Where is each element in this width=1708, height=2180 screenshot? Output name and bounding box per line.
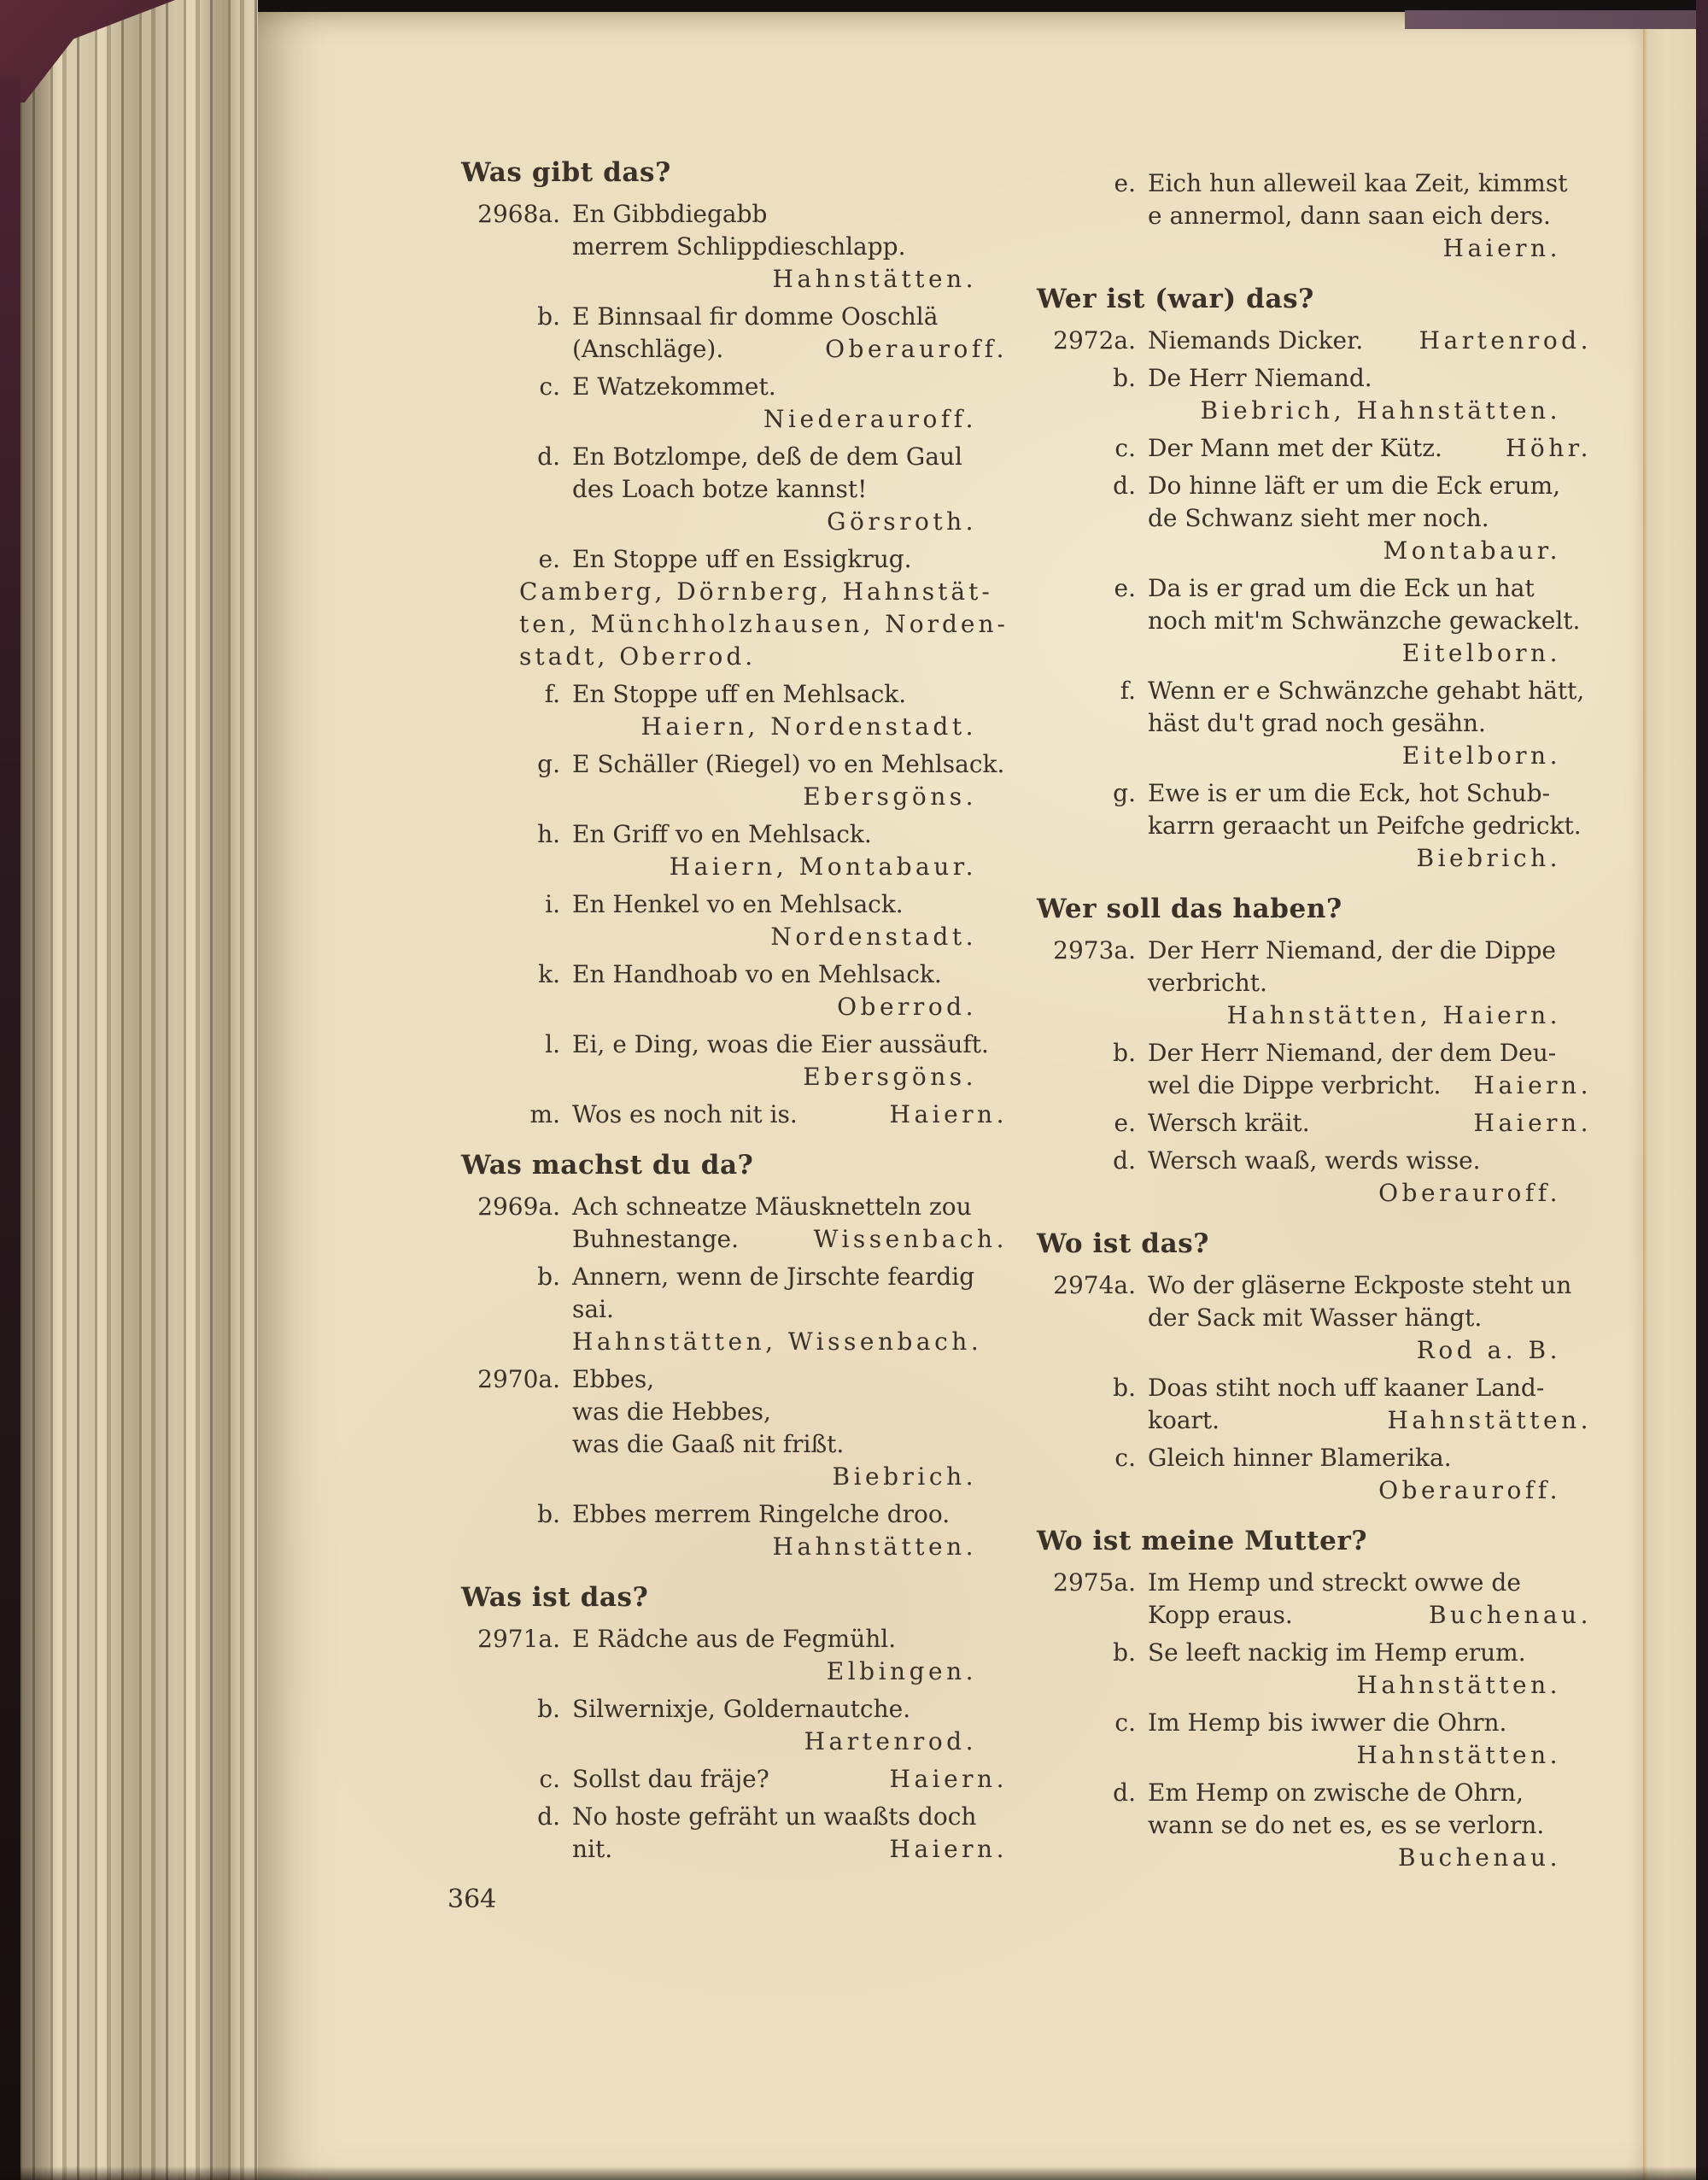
entry-text: Sollst dau fräje? xyxy=(572,1765,769,1793)
entry-label: e. xyxy=(1114,1109,1136,1137)
place-line xyxy=(572,851,1008,883)
entry-body xyxy=(1148,1145,1592,1210)
entry xyxy=(459,1261,1008,1358)
place-name: Hahnstätten, Wissenbach. xyxy=(572,1327,983,1356)
place-name: Hahnstätten. xyxy=(772,1532,977,1561)
entry xyxy=(1035,470,1592,567)
entry-text: koart. xyxy=(1148,1406,1220,1434)
entry-body xyxy=(572,748,1008,813)
entry-body xyxy=(1148,1372,1592,1437)
entry-body xyxy=(1148,167,1592,265)
section-header: Wo ist das? xyxy=(1037,1228,1210,1259)
text-line: wann se do net es, es se verlorn. xyxy=(1148,1811,1545,1839)
entry-text: nit. xyxy=(572,1835,613,1863)
entry-label: b. xyxy=(1113,1374,1136,1402)
place-name: Oberauroff. xyxy=(825,335,1008,363)
entry-label: b. xyxy=(1113,1638,1136,1667)
entry xyxy=(1035,1037,1592,1102)
text-line xyxy=(572,333,1008,366)
place-line xyxy=(572,1326,1008,1358)
book-page xyxy=(258,12,1643,2180)
place-line xyxy=(1148,842,1592,875)
place-name: Hahnstätten. xyxy=(772,265,977,293)
entry xyxy=(459,748,1008,813)
text-line: Da is er grad um die Eck un hat xyxy=(1148,574,1535,602)
text-line: Ei, e Ding, woas die Eier aussäuft. xyxy=(572,1030,989,1058)
place-line xyxy=(1148,395,1592,427)
entry xyxy=(1035,325,1592,357)
entry-body xyxy=(572,888,1008,953)
entry xyxy=(459,958,1008,1023)
entry-body xyxy=(572,1693,1008,1758)
text-line: noch mit'm Schwänzche gewackelt. xyxy=(1148,607,1581,635)
entry-label: 2969a. xyxy=(477,1193,560,1221)
place-line xyxy=(572,1061,1008,1093)
book-cover-left-edge xyxy=(0,77,20,2180)
entry-label: l. xyxy=(545,1030,560,1058)
place-name: Elbingen. xyxy=(826,1657,977,1685)
entry-body xyxy=(1148,777,1592,875)
book-bottom-shadow xyxy=(0,2166,1708,2180)
entry-body xyxy=(1148,432,1592,465)
text-line: Wo der gläserne Eckposte steht un xyxy=(1148,1271,1572,1299)
book-cover-right-edge xyxy=(1696,0,1708,2180)
entry-label: b. xyxy=(537,1263,560,1291)
entry-body xyxy=(1148,1107,1592,1140)
entry xyxy=(459,888,1008,953)
text-line xyxy=(1148,1107,1592,1140)
entry xyxy=(459,1623,1008,1688)
place-name: Niederauroff. xyxy=(763,405,977,433)
text-line: E Binnsaal fir domme Ooschlä xyxy=(572,302,939,331)
entry-label: b. xyxy=(537,302,560,331)
entry-label: d. xyxy=(537,1802,560,1831)
place-name: Hahnstätten. xyxy=(1356,1671,1561,1699)
text-line: En Griff vo en Mehlsack. xyxy=(572,820,872,848)
text-line: Doas stiht noch uff kaaner Land- xyxy=(1148,1374,1545,1402)
place-line xyxy=(1148,1177,1592,1210)
entry xyxy=(459,1801,1008,1866)
text-line: E Schäller (Riegel) vo en Mehlsack. xyxy=(572,750,1005,778)
entry-body xyxy=(572,958,1008,1023)
entry-body xyxy=(572,678,1008,743)
text-line: Wenn er e Schwänzche gehabt hätt, xyxy=(1148,677,1585,705)
text-line: Ach schneatze Mäusknetteln zou xyxy=(572,1193,972,1221)
section-header: Was gibt das? xyxy=(461,157,671,188)
entry xyxy=(459,543,1008,673)
entry-body xyxy=(1148,1777,1592,1874)
place-line xyxy=(1148,535,1592,567)
entry-label: 2968a. xyxy=(477,200,560,228)
entry xyxy=(459,678,1008,743)
place-name: Haiern, Montabaur. xyxy=(669,853,977,881)
entry-body xyxy=(572,441,1008,538)
entry xyxy=(1035,362,1592,427)
place-line xyxy=(572,1461,1008,1493)
entry-label: c. xyxy=(1114,1708,1136,1737)
entry-body xyxy=(1148,1442,1592,1507)
text-line: Ebbes, xyxy=(572,1365,655,1393)
entry-body xyxy=(572,301,1008,366)
entry-label: m. xyxy=(529,1100,560,1128)
text-line: e annermol, dann saan eich ders. xyxy=(1148,202,1551,230)
entry xyxy=(1035,167,1592,265)
entry-text: Buhnestange. xyxy=(572,1225,739,1253)
entry-body xyxy=(1148,1037,1592,1102)
section-header: Was machst du da? xyxy=(461,1150,754,1181)
entry-body xyxy=(572,1261,1008,1358)
entry-body xyxy=(1148,325,1592,357)
entry-text: wel die Dippe verbricht. xyxy=(1148,1071,1442,1099)
column-right xyxy=(1035,167,1592,1879)
entry-body xyxy=(572,371,1008,436)
text-line xyxy=(572,1099,1008,1131)
entry-body xyxy=(572,1498,1008,1563)
text-line xyxy=(1148,432,1592,465)
place-line xyxy=(1148,232,1592,265)
text-line: En Handhoab vo en Mehlsack. xyxy=(572,960,942,988)
entry-label: 2974a. xyxy=(1053,1271,1136,1299)
entry-label: c. xyxy=(539,372,560,401)
entry xyxy=(459,1693,1008,1758)
place-name: Hartenrod. xyxy=(804,1727,977,1755)
place-name: Ebersgöns. xyxy=(803,1063,977,1091)
entry-text: (Anschläge). xyxy=(572,335,724,363)
entry-body xyxy=(572,198,1008,296)
text-line: was die Gaaß nit frißt. xyxy=(572,1430,845,1458)
place-name: ten, Münchholzhausen, Norden- xyxy=(519,610,1009,638)
entry-body xyxy=(1148,470,1592,567)
entry-body xyxy=(572,1191,1008,1256)
place-name: Nordenstadt. xyxy=(770,923,977,951)
entry xyxy=(1035,432,1592,465)
text-line: Im Hemp und streckt owwe de xyxy=(1148,1568,1521,1597)
entry-body xyxy=(572,1763,1008,1796)
text-line: karrn geraacht un Peifche gedrickt. xyxy=(1148,812,1582,840)
entry-body xyxy=(1148,1269,1592,1367)
text-line: Se leeft nackig im Hemp erum. xyxy=(1148,1638,1526,1667)
place-name: Rod a. B. xyxy=(1416,1336,1561,1364)
place-name: Eitelborn. xyxy=(1401,741,1561,770)
entry-label: f. xyxy=(1120,677,1136,705)
entry-body xyxy=(572,1099,1008,1131)
entry-label: e. xyxy=(1114,574,1136,602)
place-name: Oberrod. xyxy=(837,993,977,1021)
text-line: E Rädche aus de Fegmühl. xyxy=(572,1625,897,1653)
place-line xyxy=(572,1656,1008,1688)
text-line: Ewe is er um die Eck, hot Schub- xyxy=(1148,779,1551,807)
entry-body xyxy=(572,1363,1008,1493)
place-name: Buchenau. xyxy=(1397,1843,1561,1872)
entry-label: f. xyxy=(544,680,560,708)
place-line xyxy=(1148,1669,1592,1702)
place-line xyxy=(1148,999,1592,1032)
place-name: Oberauroff. xyxy=(1378,1179,1561,1207)
section-header: Was ist das? xyxy=(461,1582,649,1613)
entry-label: e. xyxy=(1114,169,1136,197)
entry xyxy=(459,1099,1008,1131)
place-name: Haiern. xyxy=(1442,234,1561,262)
text-line: En Stoppe uff en Essigkrug. xyxy=(572,545,912,573)
page-number: 364 xyxy=(447,1884,497,1914)
text-line: Ebbes merrem Ringelche droo. xyxy=(572,1500,951,1528)
column-left xyxy=(459,155,1008,1871)
place-line xyxy=(1148,1474,1592,1507)
entry-body xyxy=(1148,572,1592,670)
text-line: Em Hemp on zwische de Ohrn, xyxy=(1148,1779,1524,1807)
text-line: merrem Schlippdieschlapp. xyxy=(572,232,906,261)
entry-label: 2971a. xyxy=(477,1625,560,1653)
entry-label: 2973a. xyxy=(1053,936,1136,964)
text-line: sai. xyxy=(572,1295,614,1323)
entry-label: d. xyxy=(1113,1779,1136,1807)
text-line: Annern, wenn de Jirschte feardig xyxy=(572,1263,975,1291)
text-line xyxy=(1148,325,1592,357)
entry-label: g. xyxy=(1113,779,1136,807)
entry-text: Wersch kräit. xyxy=(1148,1109,1310,1137)
entry xyxy=(1035,1707,1592,1772)
section-header: Wer ist (war) das? xyxy=(1037,284,1314,314)
entry-text: Der Mann met der Kütz. xyxy=(1148,434,1442,462)
entry-label: g. xyxy=(537,750,560,778)
text-line: No hoste gefräht un waaßts doch xyxy=(572,1802,977,1831)
place-line xyxy=(572,991,1008,1023)
entry-label: d. xyxy=(1113,472,1136,500)
entry-body xyxy=(1148,1637,1592,1702)
text-line: Do hinne läft er um die Eck erum, xyxy=(1148,472,1561,500)
place-name: Haiern. xyxy=(1473,1109,1592,1137)
entry xyxy=(459,1363,1008,1493)
place-name: Camberg, Dörnberg, Hahnstät- xyxy=(519,577,993,606)
place-name: Höhr. xyxy=(1505,434,1592,462)
entry xyxy=(1035,777,1592,875)
place-name: Hahnstätten. xyxy=(1356,1741,1561,1769)
entry xyxy=(1035,1637,1592,1702)
place-name: Montabaur. xyxy=(1383,536,1561,565)
place-name: Ebersgöns. xyxy=(803,782,977,811)
entry xyxy=(1035,1269,1592,1367)
place-name: Hartenrod. xyxy=(1418,326,1592,355)
text-line: der Sack mit Wasser hängt. xyxy=(1148,1304,1483,1332)
entry-label: b. xyxy=(537,1500,560,1528)
text-line: Wersch waaß, werds wisse. xyxy=(1148,1146,1481,1175)
place-name: Görsroth. xyxy=(827,507,977,536)
section-header: Wer soll das haben? xyxy=(1037,894,1342,924)
entry xyxy=(1035,572,1592,670)
entry xyxy=(1035,1442,1592,1507)
place-name: Eitelborn. xyxy=(1401,639,1561,667)
entry-label: c. xyxy=(539,1765,560,1793)
text-line xyxy=(572,1223,1008,1256)
entry-body xyxy=(1148,1567,1592,1632)
text-line: En Stoppe uff en Mehlsack. xyxy=(572,680,907,708)
text-line xyxy=(1148,1404,1592,1437)
entry-text: Niemands Dicker. xyxy=(1148,326,1364,355)
underlying-page-edge xyxy=(1643,26,1698,2180)
text-line: verbricht. xyxy=(1148,969,1267,997)
text-line: Gleich hinner Blamerika. xyxy=(1148,1444,1452,1472)
place-line xyxy=(572,1531,1008,1563)
entry xyxy=(1035,1567,1592,1632)
place-name: Biebrich. xyxy=(1416,844,1561,872)
place-name: Biebrich. xyxy=(832,1462,977,1491)
place-line xyxy=(1148,1842,1592,1874)
place-line xyxy=(572,263,1008,296)
place-name: Haiern, Nordenstadt. xyxy=(640,712,977,741)
entry-label: k. xyxy=(538,960,560,988)
text-line: En Botzlompe, deß de dem Gaul xyxy=(572,442,962,471)
place-line xyxy=(1148,637,1592,670)
text-line: was die Hebbes, xyxy=(572,1398,771,1426)
text-line xyxy=(1148,1069,1592,1102)
entry-body xyxy=(1148,362,1592,427)
entry xyxy=(459,198,1008,296)
entry xyxy=(459,301,1008,366)
text-line: Im Hemp bis iwwer die Ohrn. xyxy=(1148,1708,1507,1737)
place-line xyxy=(572,1726,1008,1758)
text-line: En Henkel vo en Mehlsack. xyxy=(572,890,904,918)
entry xyxy=(459,1763,1008,1796)
entry-body xyxy=(572,1801,1008,1866)
entry-body xyxy=(572,1028,1008,1093)
page-stack-edges xyxy=(0,0,258,2180)
place-name: Haiern. xyxy=(889,1765,1008,1793)
entry xyxy=(459,1191,1008,1256)
text-line: Der Herr Niemand, der dem Deu- xyxy=(1148,1039,1557,1067)
entry xyxy=(459,371,1008,436)
place-name: stadt, Oberrod. xyxy=(519,642,757,671)
entry xyxy=(1035,1777,1592,1874)
entry-label: d. xyxy=(1113,1146,1136,1175)
place-name: Buchenau. xyxy=(1428,1601,1592,1629)
text-line: Silwernixje, Goldernautche. xyxy=(572,1695,911,1723)
place-line xyxy=(572,921,1008,953)
text-line: De Herr Niemand. xyxy=(1148,364,1372,392)
text-line: de Schwanz sieht mer noch. xyxy=(1148,504,1489,532)
entry-label: b. xyxy=(1113,1039,1136,1067)
entry xyxy=(459,1028,1008,1093)
entry-text: Kopp eraus. xyxy=(1148,1601,1293,1629)
place-line xyxy=(572,506,1008,538)
place-line xyxy=(572,403,1008,436)
place-line xyxy=(1148,1334,1592,1367)
entry-label: i. xyxy=(545,890,560,918)
book-cover-top-cloth xyxy=(1405,10,1708,29)
place-name: Haiern. xyxy=(889,1100,1008,1128)
section-header: Wo ist meine Mutter? xyxy=(1037,1526,1368,1556)
entry-body xyxy=(1148,1707,1592,1772)
entry xyxy=(1035,1145,1592,1210)
text-line: des Loach botze kannst! xyxy=(572,475,868,503)
text-line: Der Herr Niemand, der die Dippe xyxy=(1148,936,1556,964)
text-line xyxy=(572,1763,1008,1796)
entry-label: b. xyxy=(1113,364,1136,392)
text-line: En Gibbdiegabb xyxy=(572,200,768,228)
entry-label: h. xyxy=(537,820,560,848)
entry-label: d. xyxy=(537,442,560,471)
text-line: Eich hun alleweil kaa Zeit, kimmst xyxy=(1148,169,1568,197)
entry-body xyxy=(572,818,1008,883)
entry-label: 2975a. xyxy=(1053,1568,1136,1597)
place-name: Hahnstätten. xyxy=(1387,1406,1592,1434)
entry xyxy=(1035,1107,1592,1140)
text-line xyxy=(572,1833,1008,1866)
entry-label: 2972a. xyxy=(1053,326,1136,355)
entry-label: e. xyxy=(538,545,560,573)
text-line xyxy=(1148,1599,1592,1632)
text-line: häst du't grad noch gesähn. xyxy=(1148,709,1486,737)
place-name: Oberauroff. xyxy=(1378,1476,1561,1504)
entry xyxy=(459,1498,1008,1563)
entry-body xyxy=(1148,675,1592,772)
entry xyxy=(1035,675,1592,772)
place-name: Haiern. xyxy=(889,1835,1008,1863)
place-line xyxy=(572,781,1008,813)
entry xyxy=(459,441,1008,538)
entry-label: 2970a. xyxy=(477,1365,560,1393)
entry-label: c. xyxy=(1114,434,1136,462)
place-line xyxy=(1148,1739,1592,1772)
place-name: Wissenbach. xyxy=(813,1225,1008,1253)
place-line xyxy=(572,711,1008,743)
place-name: Hahnstätten, Haiern. xyxy=(1226,1001,1561,1029)
entry-text: Wos es noch nit is. xyxy=(572,1100,798,1128)
place-line xyxy=(1148,740,1592,772)
place-name: Biebrich, Hahnstätten. xyxy=(1200,396,1561,425)
entry-label: c. xyxy=(1114,1444,1136,1472)
place-name: Haiern. xyxy=(1473,1071,1592,1099)
entry-body xyxy=(572,1623,1008,1688)
entry xyxy=(1035,1372,1592,1437)
entry xyxy=(459,818,1008,883)
text-line: E Watzekommet. xyxy=(572,372,776,401)
entry-label: b. xyxy=(537,1695,560,1723)
entry xyxy=(1035,935,1592,1032)
entry-body xyxy=(1148,935,1592,1032)
entry-body xyxy=(519,543,1009,673)
